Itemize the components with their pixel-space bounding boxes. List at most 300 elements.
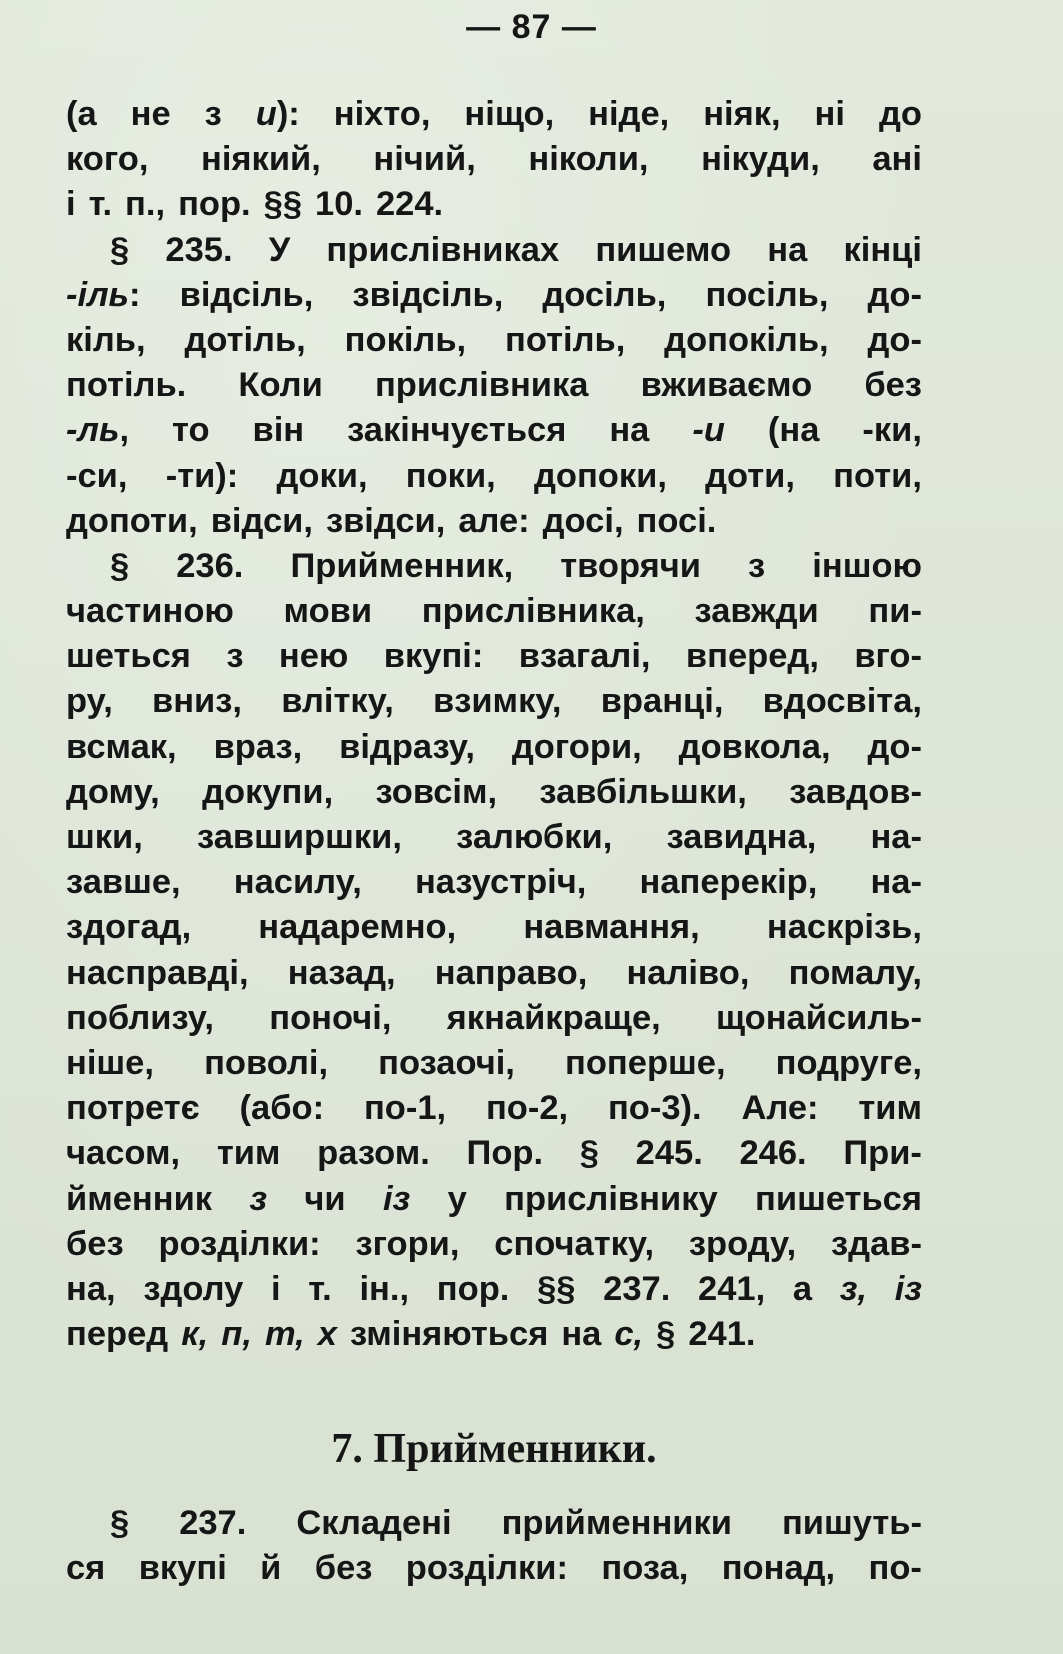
word: [415, 860, 586, 905]
word-part: завше,: [66, 863, 181, 902]
word-part: йменник: [66, 1179, 213, 1218]
word: [221, 1312, 252, 1357]
word-part: шки,: [66, 818, 143, 856]
word: [843, 1131, 922, 1176]
word-part: часом,: [66, 1134, 181, 1173]
word-part: довкола,: [678, 727, 831, 766]
word: [184, 318, 305, 363]
word-part: вдосвіта,: [762, 682, 922, 721]
word-part: прислівника: [374, 366, 589, 405]
word-part: т,: [264, 1315, 305, 1354]
word: [211, 499, 313, 544]
word-part: 10.: [315, 185, 363, 224]
word-part: т.: [88, 185, 113, 224]
word-part: спочатку,: [494, 1224, 655, 1263]
word-part: досіль,: [542, 275, 667, 314]
text-line: [66, 634, 922, 679]
word: [494, 1222, 654, 1267]
word: [789, 770, 922, 815]
word: [614, 1312, 643, 1357]
word-part: завдов-: [789, 772, 922, 811]
word: [152, 679, 242, 724]
word: [66, 182, 76, 227]
word: [437, 1267, 510, 1312]
word: [870, 860, 922, 905]
word: [334, 92, 431, 137]
word: [406, 1546, 568, 1591]
word: [359, 1267, 409, 1312]
word: [249, 1177, 267, 1222]
word: [66, 770, 160, 815]
word-part: чи: [304, 1179, 346, 1218]
word: [843, 228, 921, 273]
word-part: по-3).: [607, 1089, 702, 1128]
word: [833, 454, 922, 499]
word-part: поблизу,: [66, 998, 214, 1037]
word-part: ін.,: [359, 1269, 410, 1308]
word: [110, 228, 129, 273]
word: [565, 1041, 726, 1086]
text-line: [66, 1177, 922, 1222]
word-part: дому,: [66, 772, 160, 811]
word: [66, 860, 181, 905]
word: [256, 92, 300, 137]
word: [815, 92, 845, 137]
word: [716, 996, 922, 1041]
word: [539, 770, 746, 815]
word-part: по-1,: [363, 1089, 447, 1128]
word-part: п,: [221, 1315, 252, 1354]
word: [355, 1222, 459, 1267]
word: [767, 228, 807, 273]
word: [158, 1222, 320, 1267]
word-part: допоти,: [66, 501, 198, 540]
word: [350, 1312, 548, 1357]
word-part: пи-: [868, 592, 922, 631]
word: [504, 1177, 718, 1222]
word-part: 241,: [698, 1269, 766, 1308]
word-part: враз,: [213, 727, 303, 766]
word-part: поперше,: [565, 1043, 726, 1082]
text-line: [66, 815, 922, 860]
text-line: [66, 996, 922, 1041]
word-part: із: [383, 1179, 411, 1218]
word-part: потретє: [66, 1089, 200, 1128]
word-part: кіль,: [66, 320, 146, 359]
word: [66, 363, 186, 408]
word-part: досі,: [542, 501, 624, 540]
word: [688, 1312, 755, 1357]
word: [812, 544, 922, 589]
word-part: ніде,: [588, 95, 670, 133]
word-part: творячи: [560, 546, 701, 585]
word-part: на: [609, 411, 650, 450]
text-line: [66, 544, 922, 589]
word-part: завидна,: [666, 818, 817, 856]
word: [66, 499, 198, 544]
word: [755, 1177, 922, 1222]
word: [66, 454, 127, 499]
word-part: подруге,: [775, 1043, 922, 1082]
word-part: насилу,: [233, 863, 362, 902]
word: [176, 544, 243, 589]
word-part: закінчується: [347, 411, 567, 450]
word: [172, 408, 210, 453]
word-part: на,: [66, 1269, 116, 1308]
word: [705, 273, 828, 318]
word-part: по-2,: [485, 1089, 569, 1128]
word: [383, 1177, 410, 1222]
word: [505, 318, 625, 363]
word-part: частиною: [66, 592, 234, 631]
word: [234, 860, 362, 905]
word: [763, 679, 922, 724]
word-part: (або:: [239, 1089, 325, 1128]
word: [858, 1086, 922, 1131]
word: [519, 634, 651, 679]
word-part: помалу,: [788, 953, 922, 992]
word: [271, 1267, 281, 1312]
word: [608, 1086, 702, 1131]
word: [689, 1222, 796, 1267]
word: [66, 408, 129, 453]
text-line: [66, 860, 922, 905]
word-part: пишуть-: [781, 1504, 922, 1543]
word-part: 237.: [179, 1504, 247, 1543]
word: [66, 905, 191, 950]
word: [695, 589, 819, 634]
word: [868, 589, 922, 634]
word-part: -ль: [66, 411, 120, 450]
word-part: 241.: [688, 1315, 756, 1354]
word-part: з: [204, 95, 222, 133]
word-part: у: [447, 1179, 467, 1218]
word-part: назустріч,: [414, 863, 587, 902]
word: [768, 408, 820, 453]
word-part: прийменники: [501, 1504, 732, 1543]
word-part: разом.: [317, 1134, 430, 1173]
word: [315, 182, 363, 227]
word: [375, 770, 497, 815]
word: [433, 679, 562, 724]
word-part: то: [172, 411, 210, 450]
word-part: вниз,: [152, 682, 242, 721]
word: [66, 815, 143, 860]
word-part: наскрізь,: [766, 908, 922, 947]
word-part: направо,: [434, 953, 588, 992]
word: [601, 1546, 688, 1591]
word: [639, 860, 817, 905]
text-line: [66, 1501, 922, 1546]
word-part: пор.: [436, 1269, 510, 1308]
word: [181, 1312, 208, 1357]
word-part: ніколи,: [528, 140, 649, 179]
word-part: до: [878, 95, 922, 133]
word-part: поки,: [405, 456, 496, 495]
word-part: пор.: [178, 185, 251, 224]
word: [637, 499, 717, 544]
word: [748, 544, 765, 589]
text-line: [66, 1131, 922, 1176]
word-part: звідсіль,: [352, 275, 504, 314]
word-part: п.,: [125, 185, 166, 224]
word-part: ру,: [66, 682, 113, 721]
word-part: якнайкраще,: [446, 998, 661, 1037]
paragraph: [66, 1501, 922, 1591]
word-part: вперед,: [685, 637, 819, 676]
word-part: доти,: [705, 456, 795, 495]
word: [741, 1086, 818, 1131]
text-line: [66, 589, 922, 634]
word: [66, 725, 177, 770]
word: [202, 770, 333, 815]
word-part: він: [252, 411, 305, 450]
word: [782, 1501, 922, 1546]
word-part: понад,: [721, 1549, 836, 1588]
word: [180, 273, 314, 318]
word: [588, 92, 669, 137]
word: [580, 1131, 599, 1176]
word: [664, 318, 828, 363]
word-part: (на: [767, 411, 820, 450]
word: [793, 1267, 812, 1312]
word-part: с,: [614, 1315, 644, 1354]
word: [66, 273, 141, 318]
word-part: вкупі:: [383, 637, 484, 676]
word: [315, 1546, 373, 1591]
word-part: дотіль,: [184, 320, 306, 359]
word-part: ані: [872, 140, 922, 179]
word: [352, 273, 503, 318]
word-part: доки,: [276, 456, 368, 495]
word-part: поночі,: [269, 998, 392, 1037]
word-part: ніякий,: [201, 140, 321, 179]
word-part: поволі,: [204, 1043, 329, 1082]
word: [66, 951, 249, 996]
word-part: §: [110, 546, 130, 585]
word: [373, 137, 475, 182]
word: [435, 951, 588, 996]
word-part: взимку,: [432, 682, 562, 721]
word: [595, 228, 731, 273]
word-part: Але:: [741, 1089, 819, 1128]
word-part: шеться: [66, 637, 191, 676]
word-part: кого,: [66, 140, 149, 179]
word: [879, 92, 922, 137]
paragraph: [66, 228, 922, 544]
word-part: всмак,: [66, 727, 177, 766]
word-part: §: [579, 1134, 599, 1173]
word-part: потіль.: [66, 366, 187, 405]
word-part: й: [260, 1549, 282, 1588]
word: [279, 634, 349, 679]
word: [364, 1086, 446, 1131]
word: [692, 408, 725, 453]
word-part: догори,: [511, 727, 642, 766]
word-part: -си,: [66, 456, 128, 495]
word: [422, 589, 645, 634]
word: [264, 182, 302, 227]
word-part: не: [130, 95, 171, 133]
word: [66, 996, 214, 1041]
word: [502, 1501, 732, 1546]
word-part: 245.: [635, 1134, 703, 1173]
word: [296, 1501, 451, 1546]
word-part: прислівниках: [326, 230, 560, 269]
word-part: покіль,: [344, 320, 467, 359]
word: [384, 634, 484, 679]
word-part: і: [66, 185, 76, 224]
word-part: вранці,: [600, 682, 724, 721]
word: [656, 1312, 675, 1357]
word-part: нікуди,: [701, 140, 820, 179]
text-line: [66, 454, 922, 499]
word: [66, 137, 148, 182]
word: [347, 408, 566, 453]
word: [603, 1267, 670, 1312]
word-part: із: [894, 1269, 922, 1308]
word: [698, 1267, 765, 1312]
text-line: [66, 1267, 922, 1312]
word: [705, 454, 795, 499]
page-number: — 87 —: [466, 8, 597, 46]
text-line: [66, 137, 922, 182]
word: [317, 1131, 430, 1176]
word-part: 224.: [375, 185, 444, 224]
word: [131, 92, 171, 137]
word: [641, 363, 813, 408]
word-part: допокіль,: [664, 320, 829, 359]
word-part: тим: [216, 1134, 281, 1173]
word-part: назад,: [287, 953, 396, 992]
word-part: на: [767, 230, 808, 269]
word: [240, 1086, 325, 1131]
word: [269, 996, 391, 1041]
word-part: здолу: [143, 1269, 244, 1308]
word-part: насправді,: [66, 953, 249, 992]
word-part: здогад,: [66, 908, 192, 947]
section-heading: 7. Прийменники.: [331, 1426, 657, 1473]
word-part: з: [748, 546, 766, 585]
word: [486, 1086, 568, 1131]
word: [205, 92, 222, 137]
word: [66, 92, 97, 137]
word: [456, 815, 612, 860]
word-part: з: [249, 1179, 268, 1218]
word: [66, 1177, 212, 1222]
word-part: Пор.: [466, 1134, 544, 1173]
word-part: завжди: [694, 592, 819, 631]
word: [868, 273, 922, 318]
word: [561, 1312, 601, 1357]
word-part: допоки,: [533, 456, 667, 495]
word-part: -и: [692, 411, 725, 450]
word: [448, 1177, 467, 1222]
text-line: [66, 499, 922, 544]
word: [288, 951, 396, 996]
word: [679, 725, 831, 770]
word-part: відразу,: [339, 727, 475, 766]
word: [862, 408, 922, 453]
paragraph-group: [66, 92, 922, 1357]
word: [281, 679, 394, 724]
word: [277, 454, 368, 499]
text-line: [66, 679, 922, 724]
word-part: згори,: [355, 1224, 460, 1263]
word-part: §: [110, 230, 130, 269]
word: [166, 454, 239, 499]
text-line: [66, 770, 922, 815]
word-part: на-: [870, 818, 922, 856]
word-part: до-: [867, 320, 922, 359]
word-part: вкупі: [138, 1549, 227, 1588]
word-part: Коли: [238, 366, 323, 405]
word-part: до-: [867, 727, 922, 766]
word-part: ся: [66, 1549, 106, 1588]
word: [143, 1267, 243, 1312]
word-part: зміняються: [349, 1315, 549, 1354]
word-part: без: [66, 1224, 124, 1263]
word: [537, 1267, 575, 1312]
word: [686, 634, 819, 679]
text-line: [66, 408, 922, 453]
word-part: влітку,: [281, 682, 394, 721]
word-part: §: [110, 1504, 130, 1543]
word: [636, 1131, 703, 1176]
word: [308, 1267, 331, 1312]
word: [528, 137, 648, 182]
word-part: розділки:: [158, 1224, 321, 1263]
word: [701, 137, 820, 182]
word: [378, 1041, 515, 1086]
word-part: потіль,: [505, 320, 626, 359]
word-part: пишеться: [755, 1179, 922, 1218]
text-line: [66, 1086, 922, 1131]
word: [214, 725, 303, 770]
text-line: [66, 182, 922, 227]
word: [66, 1267, 116, 1312]
word: [238, 363, 322, 408]
word: [601, 679, 724, 724]
word-part: §: [656, 1315, 676, 1354]
word: [165, 228, 232, 273]
word-part: на: [561, 1315, 602, 1354]
word: [269, 228, 290, 273]
word: [284, 589, 373, 634]
word: [776, 1041, 922, 1086]
word: [831, 1222, 922, 1267]
word-part: -ти):: [165, 456, 239, 495]
word: [609, 408, 649, 453]
word-part: без: [864, 366, 922, 405]
page-body: [66, 92, 922, 1592]
word-part: нiщо,: [464, 95, 555, 133]
word: [66, 1222, 124, 1267]
word-part: к,: [181, 1315, 209, 1354]
text-line: [66, 92, 922, 137]
word-part: и: [255, 95, 277, 133]
word: [125, 182, 165, 227]
word-part: §§: [263, 185, 303, 224]
paragraph: [66, 544, 922, 1357]
word: [66, 589, 234, 634]
word: [304, 1177, 345, 1222]
word-part: Складені: [296, 1504, 452, 1543]
word-part: зовсім,: [375, 772, 498, 811]
word: [110, 1501, 129, 1546]
word-part: з,: [839, 1269, 868, 1308]
word: [626, 951, 749, 996]
